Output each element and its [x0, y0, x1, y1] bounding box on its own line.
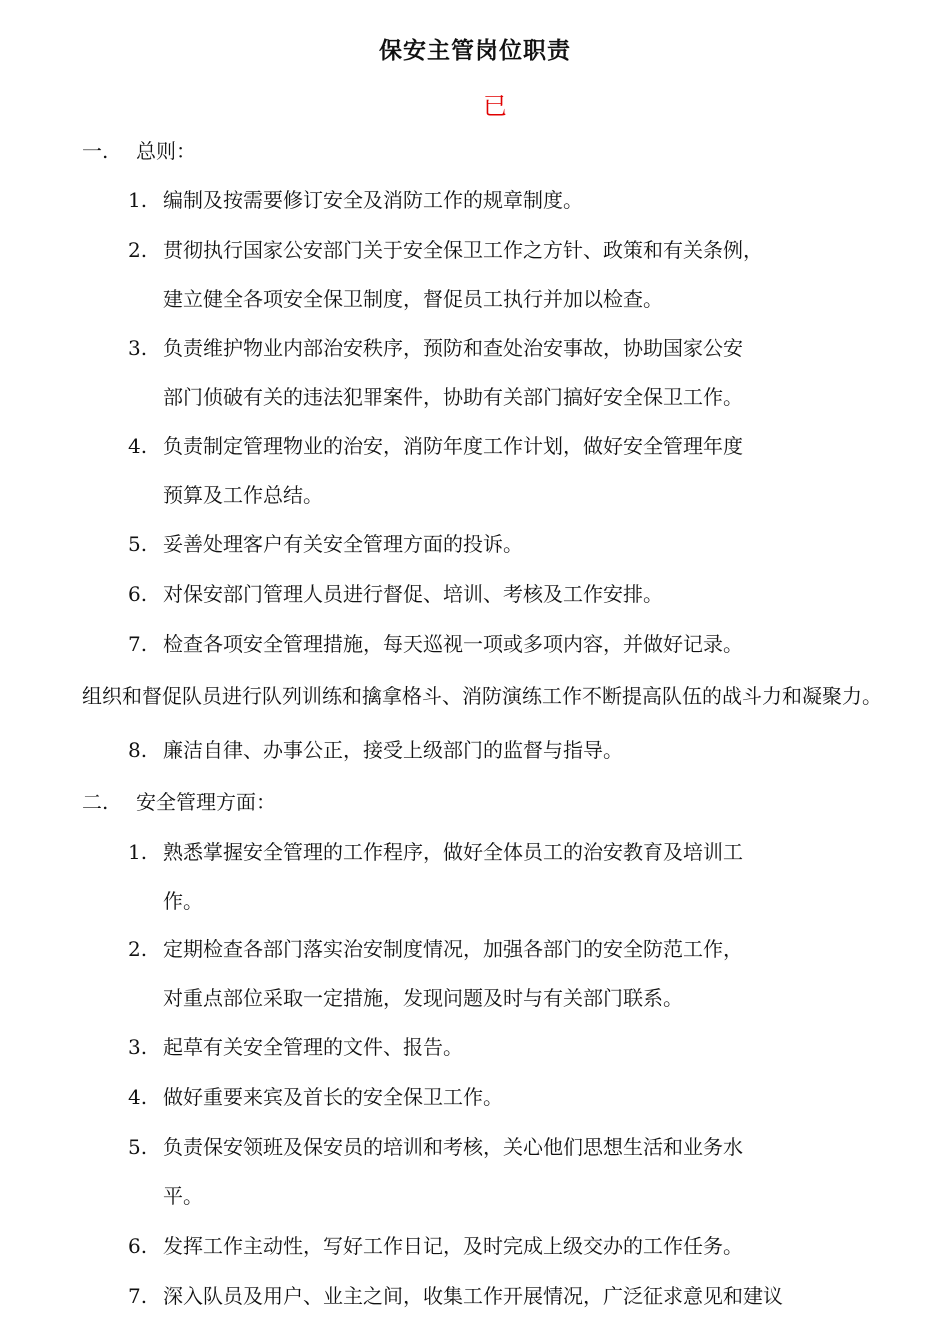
item-number: 4. [128, 1085, 148, 1109]
item-text [163, 1123, 888, 1221]
item-line: 负责维护物业内部治安秩序，预防和查处治安事故，协助国家公安 [163, 336, 743, 360]
item-number: 8. [128, 738, 148, 762]
item-number: 6. [128, 582, 148, 606]
list-item [128, 422, 888, 520]
item-number: 1. [128, 840, 148, 864]
list-item [128, 176, 888, 225]
list-item [128, 570, 888, 619]
list-item [128, 828, 888, 926]
list-item [128, 726, 888, 775]
item-text: 做好重要来宾及首长的安全保卫工作。 [163, 1085, 503, 1109]
list-item [128, 1023, 888, 1072]
item-number: 1. [128, 188, 148, 212]
item-text: 起草有关安全管理的文件、报告。 [163, 1035, 463, 1059]
list-item [128, 324, 888, 422]
item-number: 5. [128, 1135, 148, 1159]
item-text: 深入队员及用户、业主之间，收集工作开展情况，广泛征求意见和建议 [163, 1284, 783, 1308]
item-line: 定期检查各部门落实治安制度情况，加强各部门的安全防范工作， [163, 937, 743, 961]
list-item [128, 226, 888, 324]
list-item [128, 620, 888, 669]
item-text: 妥善处理客户有关安全管理方面的投诉。 [163, 532, 523, 556]
item-text [163, 324, 888, 422]
item-line: 贯彻执行国家公安部门关于安全保卫工作之方针、政策和有关条例， [163, 238, 763, 262]
item-line: 负责保安领班及保安员的培训和考核，关心他们思想生活和业务水 [163, 1135, 743, 1159]
list-item [128, 1222, 888, 1271]
item-line: 对重点部位采取一定措施，发现问题及时与有关部门联系。 [163, 986, 683, 1010]
item-line: 作。 [163, 889, 203, 913]
red-mark: 已 [483, 92, 507, 120]
item-number: 6. [128, 1234, 148, 1258]
item-text: 编制及按需要修订安全及消防工作的规章制度。 [163, 188, 583, 212]
item-line: 熟悉掌握安全管理的工作程序，做好全体员工的治安教育及培训工 [163, 840, 743, 864]
item-line: 预算及工作总结。 [163, 483, 323, 507]
item-number: 3. [128, 1035, 148, 1059]
list-item [128, 925, 888, 1023]
section-title: 安全管理方面： [136, 790, 276, 814]
section-number: 二. [82, 790, 109, 814]
item-text: 对保安部门管理人员进行督促、培训、考核及工作安排。 [163, 582, 663, 606]
list-item [128, 1073, 888, 1122]
item-number: 7. [128, 1284, 148, 1308]
section-number: 一. [82, 139, 109, 163]
item-number: 3. [128, 336, 148, 360]
list-item [128, 520, 888, 569]
section-title: 总则： [136, 139, 196, 163]
item-number: 4. [128, 434, 148, 458]
list-item [128, 1123, 888, 1221]
section-heading-general [82, 137, 196, 165]
document-title: 保安主管岗位职责 [379, 37, 571, 64]
item-number: 5. [128, 532, 148, 556]
item-line: 部门侦破有关的违法犯罪案件，协助有关部门搞好安全保卫工作。 [163, 385, 743, 409]
item-text: 廉洁自律、办事公正，接受上级部门的监督与指导。 [163, 738, 623, 762]
item-number: 2. [128, 238, 148, 262]
item-text [163, 422, 888, 520]
body-paragraph: 组织和督促队员进行队列训练和擒拿格斗、消防演练工作不断提高队伍的战斗力和凝聚力。 [82, 684, 882, 708]
item-line: 建立健全各项安全保卫制度，督促员工执行并加以检查。 [163, 287, 663, 311]
item-text [163, 828, 888, 926]
item-number: 7. [128, 632, 148, 656]
item-text [163, 226, 888, 324]
item-line: 负责制定管理物业的治安，消防年度工作计划，做好安全管理年度 [163, 434, 743, 458]
list-item [128, 1272, 888, 1321]
item-text: 检查各项安全管理措施，每天巡视一项或多项内容，并做好记录。 [163, 632, 743, 656]
item-number: 2. [128, 937, 148, 961]
item-text: 发挥工作主动性，写好工作日记，及时完成上级交办的工作任务。 [163, 1234, 743, 1258]
section-heading-security [82, 788, 276, 816]
item-line: 平。 [163, 1184, 203, 1208]
item-text [163, 925, 888, 1023]
